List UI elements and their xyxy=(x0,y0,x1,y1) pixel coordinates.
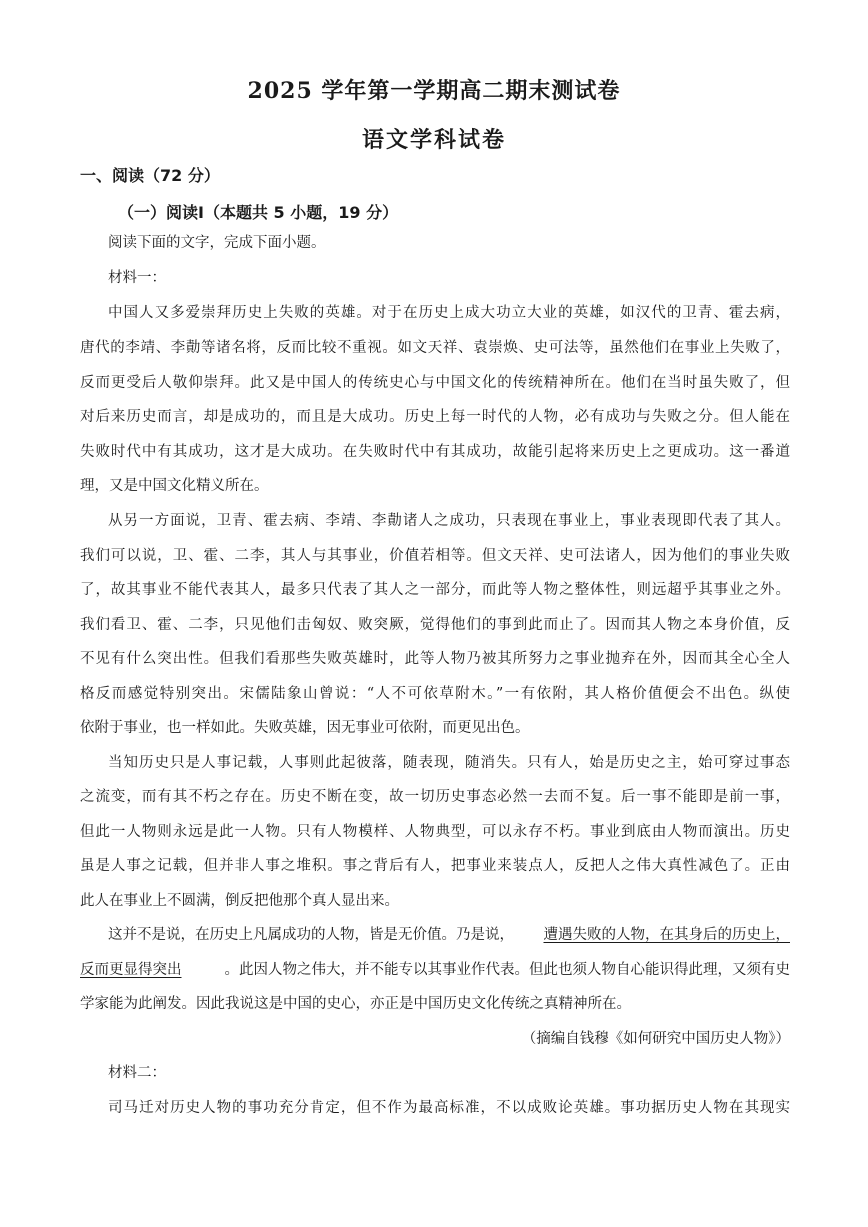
paragraph-line: 依附于事业，也一样如此。失败英雄，因无事业可依附，而更见出色。 xyxy=(80,720,530,736)
paragraph-line: 我们可以说，卫、霍、二李，其人与其事业，价值若相等。但文天祥、史可法诸人，因为他们的事业失败 xyxy=(80,548,790,564)
sub-section-heading: （一）阅读Ⅰ（本题共 5 小题，19 分） xyxy=(118,203,399,222)
paragraph-text: 这并不是说，在历史上凡属成功的人物，皆是无价值。乃是说， xyxy=(108,927,514,943)
paragraph-line: 司马迁对历史人物的事功充分肯定，但不作为最高标准，不以成败论英雄。事功据历史人物在其现实 xyxy=(108,1100,790,1116)
instruction-text: 阅读下面的文字，完成下面小题。 xyxy=(108,235,326,251)
paragraph-line: 对后来历史而言，却是成功的，而且是大成功。历史上每一时代的人物，必有成功与失败之分。但人能在 xyxy=(80,409,790,425)
material-label: 材料一： xyxy=(108,270,166,286)
paragraph-line xyxy=(108,925,790,945)
paragraph-line: 从另一方面说，卫青、霍去病、李靖、李勣诸人之成功，只表现在事业上，事业表现即代表了其人。 xyxy=(108,513,790,529)
paragraph-line: 格反而感觉特别突出。宋儒陆象山曾说：“人不可依草附木。”一有依附，其人格价值便会不出色。纵使 xyxy=(80,686,790,702)
section-heading: 一、阅读（72 分） xyxy=(80,166,220,185)
paragraph-line: 此人在事业上不圆满，倒反把他那个真人显出来。 xyxy=(80,893,399,909)
paragraph-text: 。此因人物之伟大，并不能专以其事业作代表。但此也须人物自心能识得此理，又须有史 xyxy=(224,962,790,978)
paragraph-line: 之流变，而有其不朽之存在。历史不断在变，故一切历史事态必然一去而不复。后一事不能即是前一事， xyxy=(80,789,790,805)
paragraph-line: 了，故其事业不能代表其人，最多只代表了其人之一部分，而此等人物之整体性，则远超乎其事业之外。 xyxy=(80,582,790,598)
paragraph-line: 当知历史只是人事记载，人事则此起彼落，随表现，随消失。只有人，始是历史之主，始可穿过事态 xyxy=(108,755,790,771)
paragraph-line: 中国人又多爱崇拜历史上失败的英雄。对于在历史上成大功立大业的英雄，如汉代的卫青、霍去病， xyxy=(108,305,790,321)
paragraph-line: 虽是人事之记载，但并非人事之堆积。事之背后有人，把事业来装点人，反把人之伟大真性减色了。正由 xyxy=(80,858,790,874)
paragraph-line: 我们看卫、霍、二李，只见他们击匈奴、败突厥，觉得他们的事到此而止了。因而其人物之本身价值，反 xyxy=(80,617,790,633)
page-subtitle: 语文学科试卷 xyxy=(361,127,506,153)
page-title: 2025 学年第一学期高二期末测试卷 xyxy=(247,78,621,104)
underlined-phrase: 反而更显得突出 xyxy=(80,962,182,978)
paragraph-line: 不见有什么突出性。但我们看那些失败英雄时，此等人物乃被其所努力之事业抛弃在外，因而其全心全人 xyxy=(80,651,790,667)
paragraph-line: 失败时代中有其成功，这才是大成功。在失败时代中有其成功，故能引起将来历史上之更成功。这一番道 xyxy=(80,444,790,460)
underlined-phrase: 遭遇失败的人物，在其身后的历史上， xyxy=(543,927,790,943)
paragraph-line: 但此一人物则永远是此一人物。只有人物模样、人物典型，可以永存不朽。事业到底由人物而演出。历史 xyxy=(80,824,790,840)
material-label: 材料二： xyxy=(108,1065,166,1081)
source-citation: （摘编自钱穆《如何研究中国历史人物》） xyxy=(521,1031,790,1047)
paragraph-line xyxy=(80,960,790,980)
paragraph-line: 反而更受后人敬仰崇拜。此又是中国人的传统史心与中国文化的传统精神所在。他们在当时虽失败了，但 xyxy=(80,375,790,391)
paragraph-line: 学家能为此阐发。因此我说这是中国的史心，亦正是中国历史文化传统之真精神所在。 xyxy=(80,996,631,1012)
paragraph-line: 唐代的李靖、李勣等诸名将，反而比较不重视。如文天祥、袁崇焕、史可法等，虽然他们在事业上失败了， xyxy=(80,340,790,356)
paragraph-line: 理，又是中国文化精义所在。 xyxy=(80,478,269,494)
